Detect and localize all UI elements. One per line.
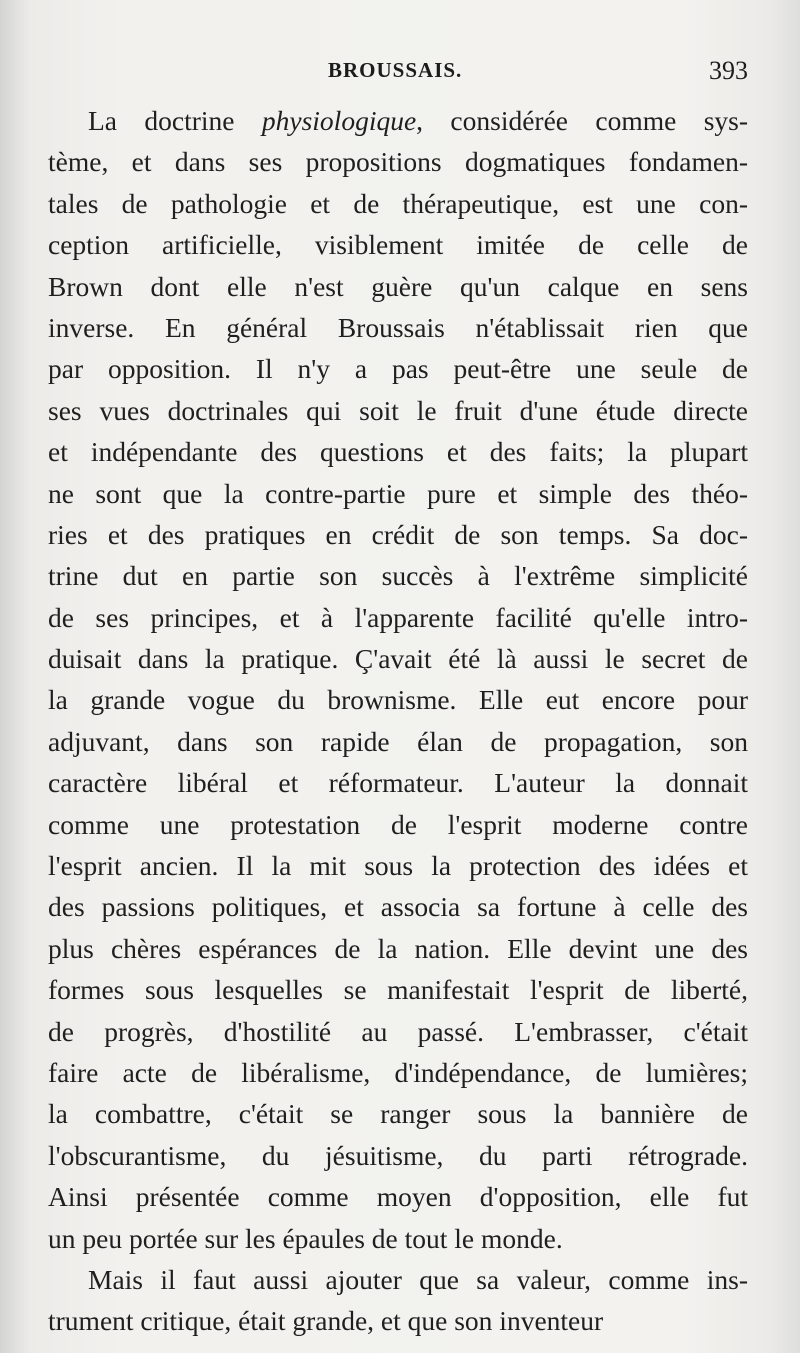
text-line: ception artificielle, visiblement imitée de celle de — [48, 229, 748, 261]
text-line: par opposition. Il n'y a pas peut-être une seule de — [48, 353, 748, 385]
text-line — [48, 100, 748, 141]
text-line: Mais il faut aussi ajouter que sa valeur, comme ins- — [88, 1263, 748, 1295]
running-head: BROUSSAIS. — [328, 58, 463, 82]
text-line: et indépendante des questions et des faits; la plupart — [48, 436, 748, 468]
text-line: la grande vogue du brownisme. Elle eut encore pour — [48, 684, 748, 716]
text-line: inverse. En général Broussais n'établissait rien que — [48, 311, 748, 343]
page-header — [0, 56, 800, 86]
text-line: ries et des pratiques en crédit de son temps. Sa doc- — [48, 518, 748, 550]
text-line: tales de pathologie et de thérapeutique, est une con- — [48, 187, 748, 219]
text-segment: , considérée comme sys- — [416, 105, 749, 136]
text-line: un peu portée sur les épaules de tout le monde. — [48, 1222, 563, 1254]
text-line: comme une protestation de l'esprit moderne contre — [48, 808, 748, 840]
text-line: duisait dans la pratique. Ç'avait été là aussi le secret de — [48, 643, 748, 675]
text-line: ne sont que la contre-partie pure et simple des théo- — [48, 477, 748, 509]
text-line: plus chères espérances de la nation. Elle devint une des — [48, 932, 748, 964]
text-line: Brown dont elle n'est guère qu'un calque en sens — [48, 270, 748, 302]
text-line: trument critique, était grande, et que son inventeur — [48, 1305, 604, 1337]
body-text — [48, 100, 748, 1342]
text-segment: La doctrine — [88, 105, 262, 136]
page-number: 393 — [709, 56, 748, 85]
text-line: des passions politiques, et associa sa fortune à celle des — [48, 891, 748, 923]
text-line: ses vues doctrinales qui soit le fruit d'une étude directe — [48, 394, 748, 426]
text-line: Ainsi présentée comme moyen d'opposition, elle fut — [48, 1181, 748, 1213]
text-line: faire acte de libéralisme, d'indépendance, de lumières; — [48, 1056, 748, 1088]
text-line: l'obscurantisme, du jésuitisme, du parti rétrograde. — [48, 1139, 748, 1171]
text-line: adjuvant, dans son rapide élan de propagation, son — [48, 725, 748, 757]
text-line: de progrès, d'hostilité au passé. L'embrasser, c'était — [48, 1015, 748, 1047]
italic-term: physiologique — [261, 105, 417, 136]
text-line: formes sous lesquelles se manifestait l'esprit de liberté, — [48, 974, 748, 1006]
text-line: l'esprit ancien. Il la mit sous la protection des idées et — [48, 850, 748, 882]
text-line: de ses principes, et à l'apparente facilité qu'elle intro- — [48, 601, 748, 633]
text-line: caractère libéral et réformateur. L'auteur la donnait — [48, 767, 748, 799]
text-line: tème, et dans ses propositions dogmatiques fondamen- — [48, 146, 748, 178]
text-line: trine dut en partie son succès à l'extrême simplicité — [48, 560, 748, 592]
text-line: la combattre, c'était se ranger sous la bannière de — [48, 1098, 748, 1130]
